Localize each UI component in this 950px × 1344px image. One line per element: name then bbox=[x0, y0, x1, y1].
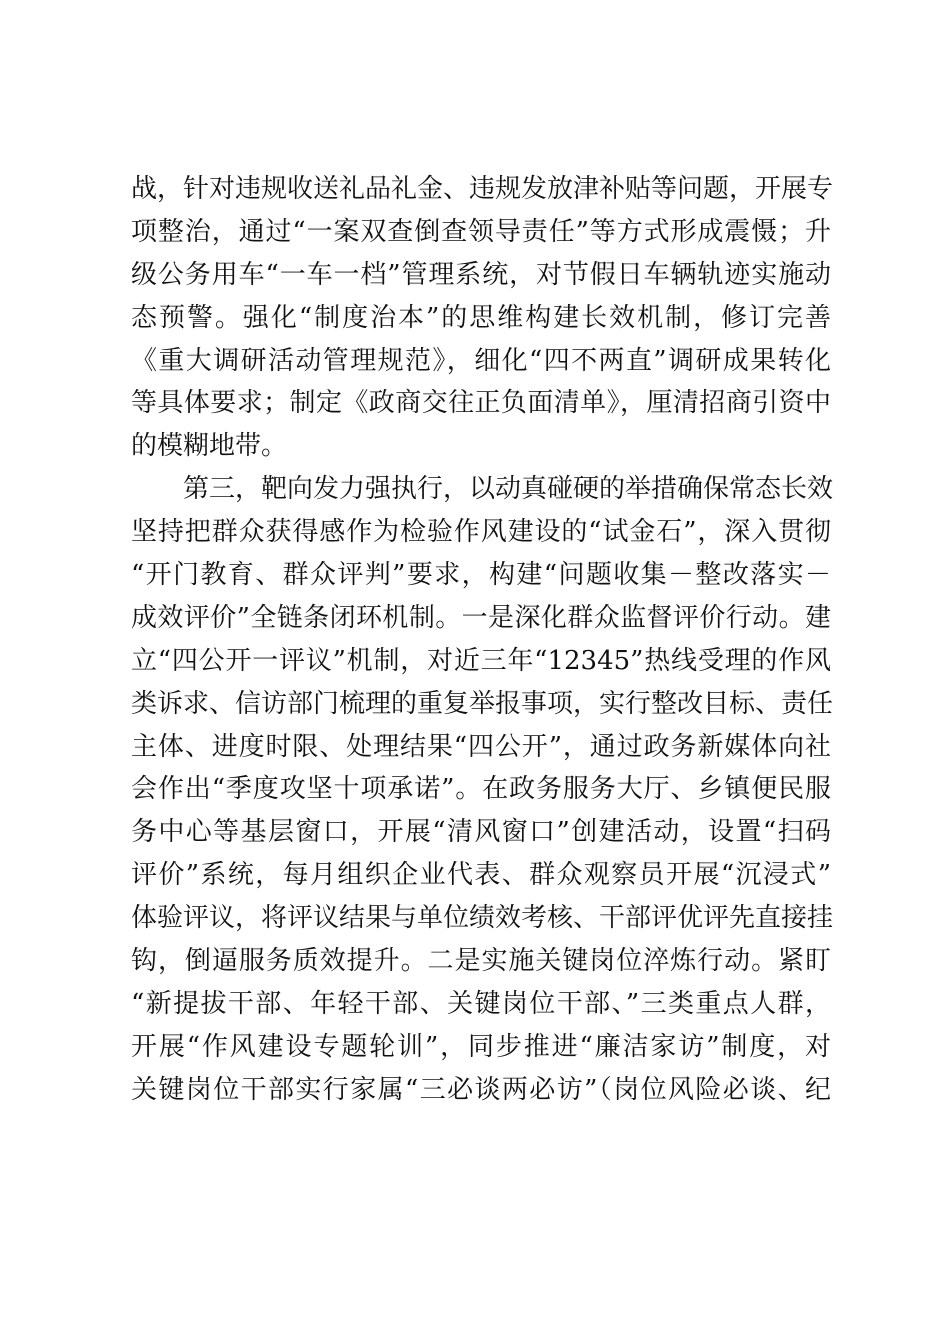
paragraph-first-line: 第三，靶向发力强执行，以动真碰硬的举措确保常态长效 bbox=[183, 474, 834, 505]
text-line: 主体、进度时限、处理结果“四公开”，通过政务新媒体向社 bbox=[131, 731, 831, 762]
text-line: 体验评议，将评议结果与单位绩效考核、干部评优评先直接挂 bbox=[131, 903, 834, 934]
text-line: 类诉求、信访部门梳理的重复举报事项，实行整改目标、责任 bbox=[131, 688, 834, 719]
text-line: 务中心等基层窗口，开展“清风窗口”创建活动，设置“扫码 bbox=[131, 817, 831, 848]
text-line: 成效评价”全链条闭环机制。一是深化群众监督评价行动。建 bbox=[131, 602, 831, 633]
text-line bbox=[131, 1112, 831, 1155]
text-line: 项整治，通过“一案双查倒查领导责任”等方式形成震慑；升 bbox=[131, 216, 831, 247]
text-line: 会作出“季度攻坚十项承诺”。在政务服务大厅、乡镇便民服 bbox=[131, 774, 831, 805]
text-line: 关键岗位干部实行家属“三必谈两必访”（岗位风险必谈、纪 bbox=[131, 1074, 831, 1105]
text-line: 坚持把群众获得感作为检验作风建设的“试金石”，深入贯彻 bbox=[131, 517, 831, 548]
text-line: 立“四公开一评议”机制，对近三年“12345”热线受理的作风 bbox=[131, 645, 831, 676]
text-line: 战，针对违规收送礼品礼金、违规发放津补贴等问题，开展专 bbox=[131, 174, 834, 204]
text-line: 评价”系统，每月组织企业代表、群众观察员开展“沉浸式” bbox=[131, 860, 831, 891]
text-line: “开门教育、群众评判”要求，构建“问题收集－整改落实－ bbox=[131, 560, 831, 591]
text-line: 级公务用车“一车一档”管理系统，对节假日车辆轨迹实施动 bbox=[131, 259, 831, 290]
text-line: “新提拔干部、年轻干部、关键岗位干部、”三类重点人群， bbox=[131, 988, 831, 1019]
text-line: 的模糊地带。 bbox=[131, 431, 288, 462]
text-line: 态预警。强化“制度治本”的思维构建长效机制，修订完善 bbox=[131, 302, 831, 333]
text-line: 开展“作风建设专题轮训”，同步推进“廉洁家访”制度，对 bbox=[131, 1031, 831, 1062]
text-line: 钩，倒逼服务质效提升。二是实施关键岗位淬炼行动。紧盯 bbox=[131, 946, 831, 977]
text-line: 等具体要求；制定《政商交往正负面清单》，厘清招商引资中 bbox=[131, 388, 831, 419]
text-line: 《重大调研活动管理规范》，细化“四不两直”调研成果转化 bbox=[131, 345, 831, 376]
body-text bbox=[131, 168, 834, 1154]
